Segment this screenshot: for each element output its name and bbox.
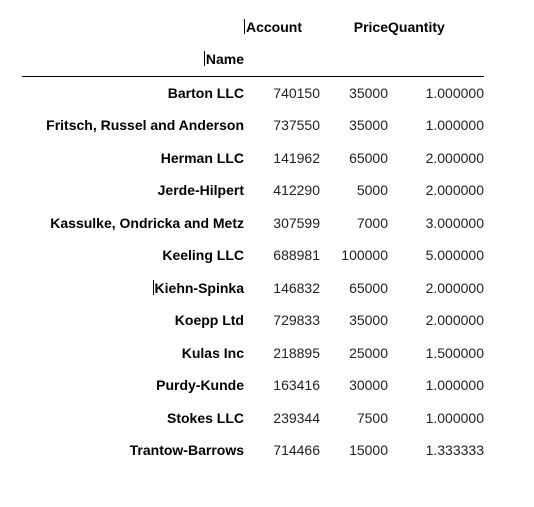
row-name: Jerde-Hilpert: [157, 182, 244, 199]
index-row-blank: [244, 42, 320, 77]
cell-account: 740150: [273, 85, 320, 101]
cell-quantity: 3.000000: [425, 214, 484, 231]
column-header-account: [244, 12, 320, 42]
row-name: Barton LLC: [167, 85, 244, 101]
cell-quantity: 1.000000: [425, 409, 484, 426]
index-name-row: [22, 42, 484, 77]
row-name-label: Kiehn-Spinka: [154, 279, 244, 296]
text-cursor-icon: [204, 51, 205, 66]
cell-account: 239344: [273, 409, 320, 426]
column-header-price: Price: [353, 19, 388, 35]
table-row: [22, 142, 484, 175]
cell-price: 15000: [349, 442, 388, 459]
cell-account: 146832: [273, 279, 320, 296]
table-header: [22, 12, 484, 77]
cell-account: 729833: [273, 312, 320, 329]
index-header-blank: [22, 12, 244, 42]
cell-quantity: 1.000000: [425, 85, 484, 101]
cell-price: 100000: [341, 247, 388, 264]
index-row-blank: [388, 42, 484, 77]
cell-quantity: 2.000000: [425, 279, 484, 296]
table-row: [22, 402, 484, 435]
table-body: [22, 77, 484, 467]
index-name-label: Name: [205, 51, 244, 67]
column-header-label: Account: [246, 19, 302, 35]
cell-price: 25000: [349, 344, 388, 361]
text-cursor-icon: [153, 280, 154, 295]
table-row: [22, 77, 484, 110]
row-name: Keeling LLC: [162, 247, 244, 264]
cell-account: 163416: [273, 377, 320, 394]
row-name: [22, 272, 244, 305]
table-row: [22, 109, 484, 142]
table-row: [22, 369, 484, 402]
text-cursor-icon: [244, 19, 245, 34]
cell-quantity: 1.000000: [425, 117, 484, 134]
row-name: Stokes LLC: [166, 409, 244, 426]
row-name: Trantow-Barrows: [129, 442, 244, 459]
cell-quantity: 1.500000: [425, 344, 484, 361]
cell-price: 7000: [356, 214, 388, 231]
row-name: Fritsch, Russel and Anderson: [46, 117, 244, 134]
cell-quantity: 1.000000: [425, 377, 484, 394]
table-row: [22, 434, 484, 467]
cell-price: 35000: [349, 312, 388, 329]
table-row: [22, 174, 484, 207]
row-name: Purdy-Kunde: [156, 377, 244, 394]
row-name: Kulas Inc: [181, 344, 244, 361]
cell-account: 307599: [273, 214, 320, 231]
cell-price: 65000: [349, 279, 388, 296]
cell-price: 35000: [349, 85, 388, 101]
index-row-blank: [320, 42, 388, 77]
table-row: [22, 337, 484, 370]
table-row: [22, 304, 484, 337]
table-row: [22, 272, 484, 305]
cell-quantity: 5.000000: [425, 247, 484, 264]
index-name-header: [22, 42, 244, 77]
cell-account: 218895: [273, 344, 320, 361]
table-row: [22, 239, 484, 272]
table-row: [22, 207, 484, 240]
cell-quantity: 2.000000: [425, 312, 484, 329]
column-header-row: [22, 12, 484, 42]
row-name: Koepp Ltd: [174, 312, 244, 329]
cell-account: 141962: [273, 149, 320, 166]
cell-price: 35000: [349, 117, 388, 134]
cell-price: 65000: [349, 149, 388, 166]
cell-quantity: 1.333333: [425, 442, 484, 459]
cell-account: 688981: [273, 247, 320, 264]
cell-price: 5000: [356, 182, 388, 199]
cell-price: 7500: [356, 409, 388, 426]
cell-quantity: 2.000000: [425, 182, 484, 199]
column-header-quantity: Quantity: [388, 19, 445, 35]
row-name: Kassulke, Ondricka and Metz: [50, 214, 244, 231]
cell-account: 714466: [273, 442, 320, 459]
cell-quantity: 2.000000: [425, 149, 484, 166]
cell-account: 737550: [273, 117, 320, 134]
row-name: Herman LLC: [160, 149, 244, 166]
cell-account: 412290: [273, 182, 320, 199]
cell-price: 30000: [349, 377, 388, 394]
dataframe-table: [22, 12, 484, 467]
